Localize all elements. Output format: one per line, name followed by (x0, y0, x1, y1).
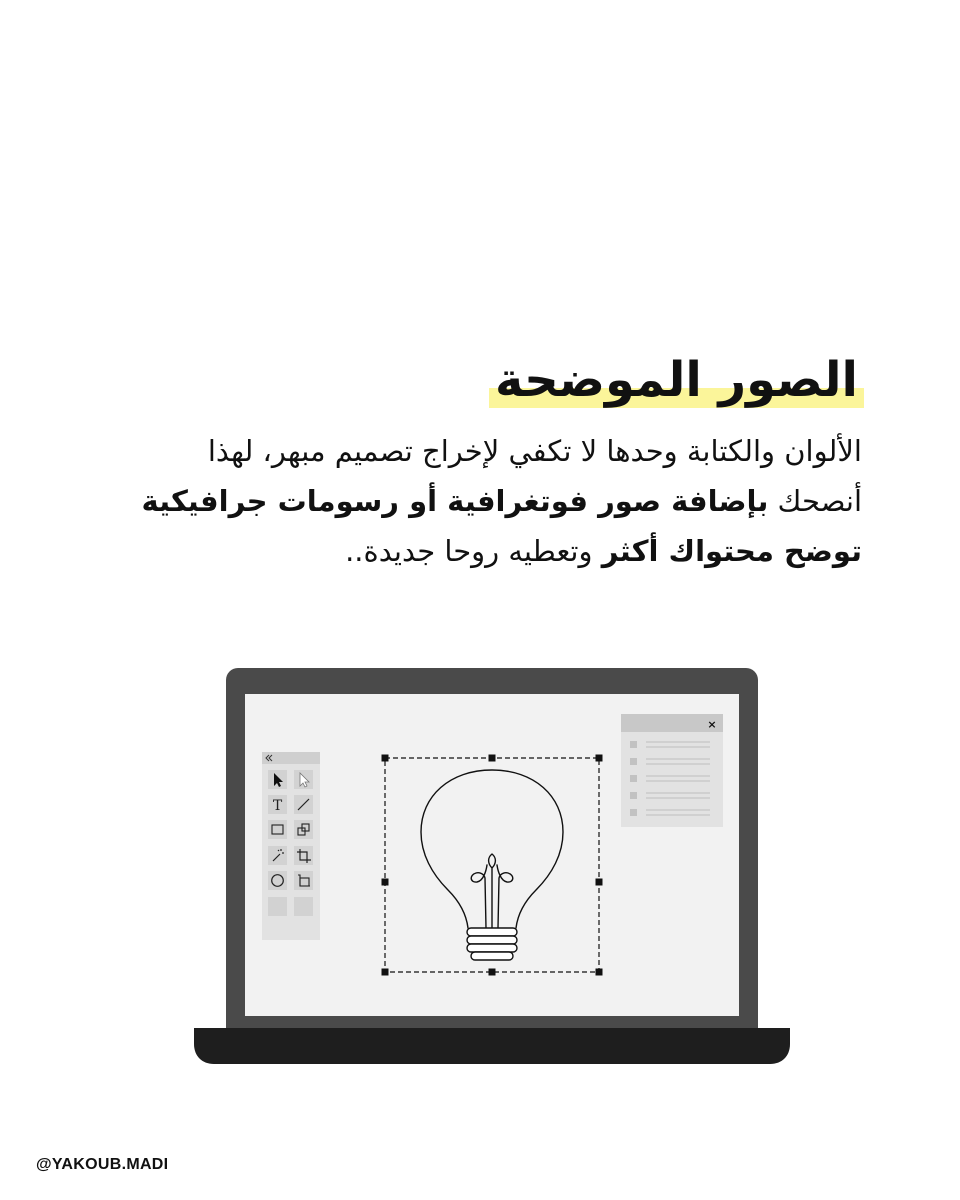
list-item-bullet (630, 741, 637, 748)
selection-handle[interactable] (489, 969, 496, 976)
laptop-base (194, 1028, 790, 1064)
author-handle: @YAKOUB.MADI (36, 1156, 169, 1173)
body-line-3-plain: وتعطيه روحا جديدة.. (345, 534, 602, 568)
selection-handle[interactable] (596, 755, 603, 762)
body-line-2-bold: بإضافة صور فوتغرافية أو رسومات جرافيكية (141, 484, 769, 518)
properties-panel (621, 714, 723, 827)
bulb-base-ring (467, 936, 517, 944)
tool-slot[interactable] (268, 820, 287, 839)
list-item-bullet (630, 809, 637, 816)
body-paragraph (130, 426, 862, 576)
body-line-2-plain: أنصحك (768, 484, 862, 518)
tool-slot[interactable] (268, 846, 287, 865)
text-tool-icon[interactable]: T (272, 798, 283, 814)
bulb-base-ring (467, 928, 517, 936)
selection-handle[interactable] (382, 969, 389, 976)
selection-handle[interactable] (596, 879, 603, 886)
list-item-bullet (630, 758, 637, 765)
list-item-bullet (630, 792, 637, 799)
close-icon[interactable]: × (707, 718, 717, 731)
laptop-illustration-svg (190, 660, 794, 1070)
text-content (130, 350, 862, 576)
selection-handle[interactable] (382, 755, 389, 762)
tool-slot[interactable] (268, 871, 287, 890)
selection-handle[interactable] (382, 879, 389, 886)
bulb-base-ring (471, 952, 513, 960)
body-line-1: الألوان والكتابة وحدها لا تكفي لإخراج تصميم مبهر، لهذا (207, 434, 862, 468)
selection-handle[interactable] (596, 969, 603, 976)
tools-panel (262, 752, 320, 940)
bulb-base-ring (467, 944, 517, 952)
page-title (491, 350, 862, 410)
laptop-illustration (190, 660, 794, 1070)
tool-slot[interactable] (294, 846, 313, 865)
tools-panel-header (262, 752, 320, 764)
empty-tool-slot[interactable] (294, 897, 313, 916)
title-text: الصور الموضحة (494, 352, 858, 408)
tool-slot[interactable] (294, 871, 313, 890)
tool-slot[interactable] (294, 820, 313, 839)
empty-tool-slot[interactable] (268, 897, 287, 916)
selection-handle[interactable] (489, 755, 496, 762)
list-item-bullet (630, 775, 637, 782)
body-line-3-bold: توضح محتواك أكثر (601, 534, 862, 568)
